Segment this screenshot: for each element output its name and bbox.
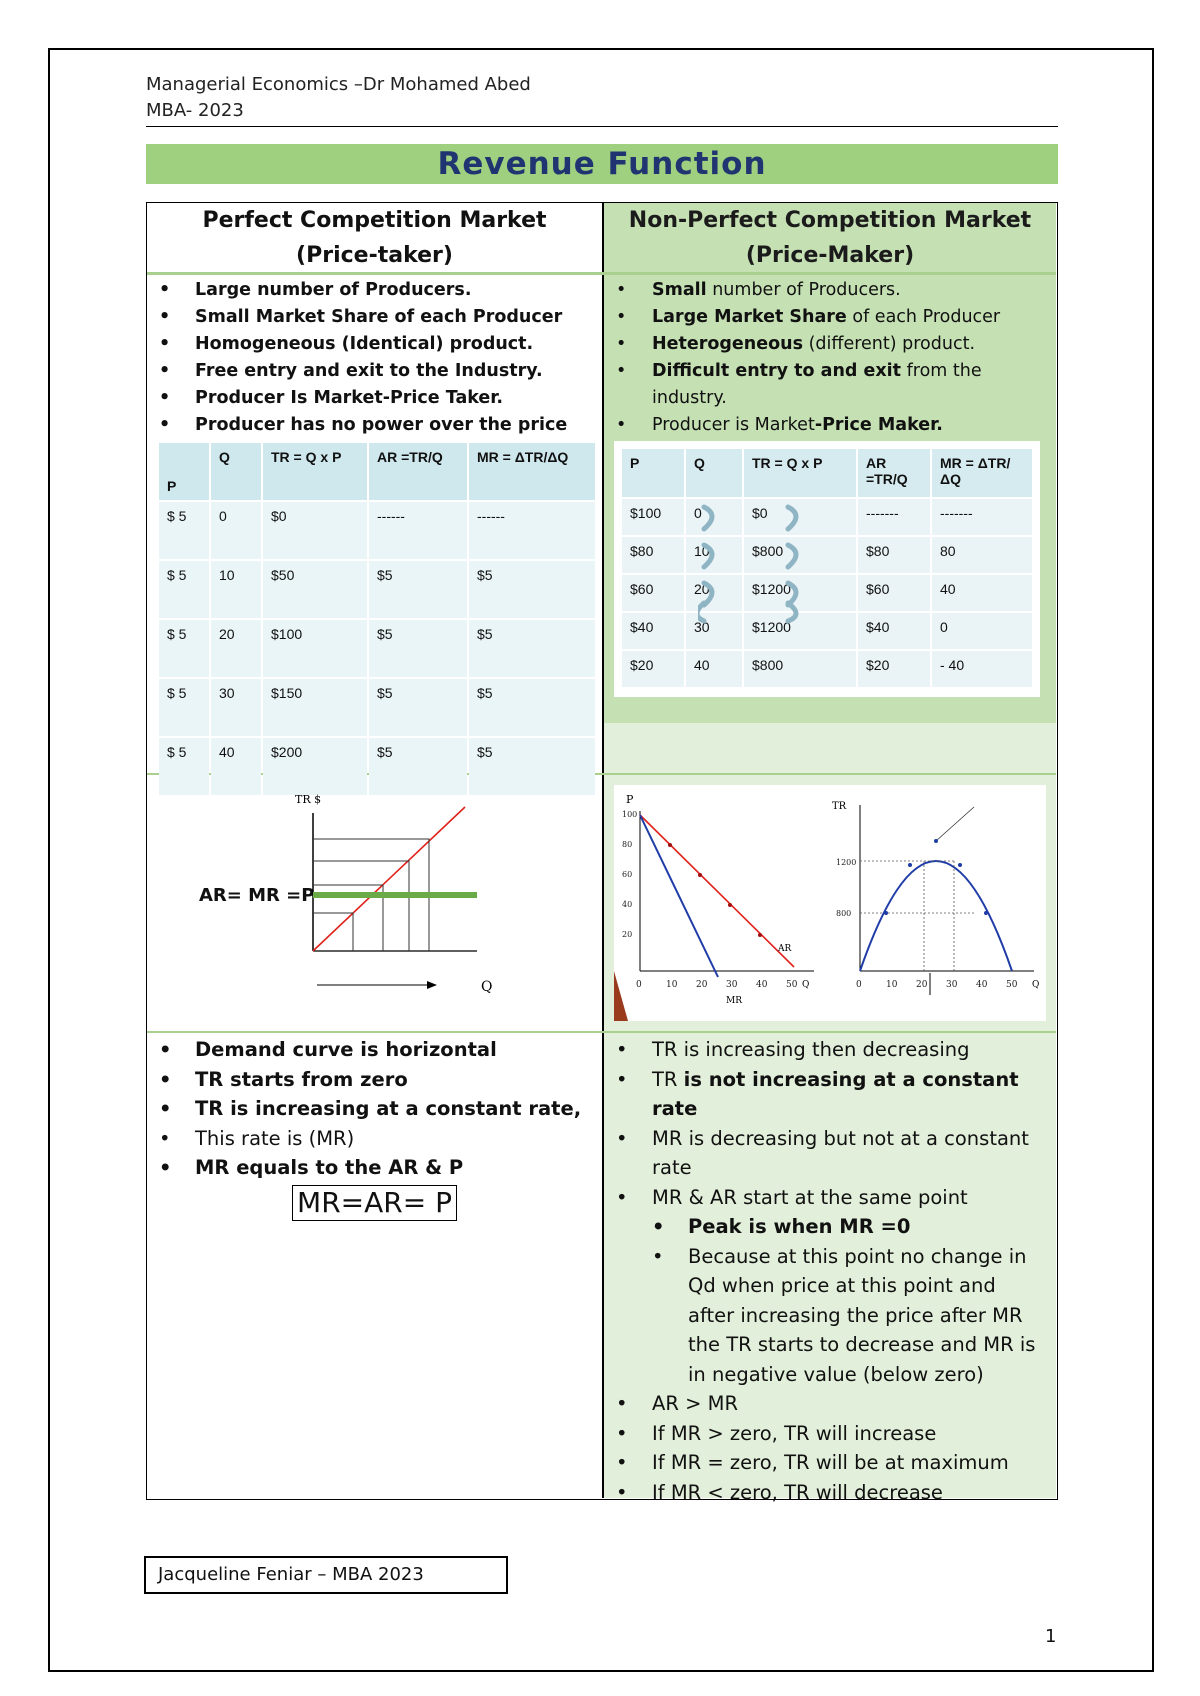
table-cell: $50 [263,561,367,618]
list-item: • Demand curve is horizontal [147,1035,602,1065]
curved-arrow-icon [788,603,796,621]
author-box: Jacqueline Feniar – MBA 2023 [144,1556,508,1594]
tick-label: 40 [976,980,988,990]
right-revenue-charts [614,785,1046,1021]
list-item: • Producer is Market-Price Maker. [604,412,1054,439]
list-item: • Small number of Producers. [604,277,1054,304]
left-heading-line2: (Price-taker) [296,243,453,268]
table-cell: 80 [932,537,1032,573]
left-revenue-table [157,441,597,797]
table-header: TR = Q x P [744,449,856,497]
list-item: • TR is increasing at a constant rate, [147,1094,602,1124]
left-notes [147,1035,602,1221]
table-cell: $60 [858,575,930,611]
tick-label: 20 [916,980,928,990]
table-header: AR =TR/Q [858,449,930,497]
table-cell: 40 [686,651,742,687]
x-axis-label: Q [481,979,493,995]
right-characteristics [604,277,1054,439]
tick-label: 50 [1006,980,1018,990]
table-cell: $80 [622,537,684,573]
left-heading-line1: Perfect Competition Market [202,208,547,233]
table-cell: $5 [369,620,467,677]
list-item: • Large number of Producers. [147,277,602,304]
table-header: P [622,449,684,497]
table-cell: ------ [369,502,467,559]
tr-line [313,807,465,951]
curved-arrow-icon [698,603,704,621]
y-axis-label: TR $ [295,793,322,806]
mr-line [640,815,718,977]
table-header: TR = Q x P [263,443,367,500]
ar-label: AR [778,944,792,954]
table-cell: $800 [744,651,856,687]
table-cell: $5 [469,561,595,618]
comparison-grid [146,202,1058,1504]
corner-shape [614,971,628,1021]
table-cell: $150 [263,679,367,736]
table-cell: $ 5 [159,561,209,618]
table-row [159,679,595,736]
table-cell: $200 [263,738,367,795]
tr-curve [860,861,1012,971]
data-point [934,839,938,843]
list-item: • Producer has no power over the price [147,412,602,439]
pointer-line [936,807,974,841]
list-item: • Because at this point no change in Qd when price at this point and after increasing the price after MR the TR starts to decrease and MR is in negative value (below zero) [604,1242,1036,1390]
table-cell: 20 [686,575,742,611]
table-cell: 30 [211,679,261,736]
table-cell: 0 [932,613,1032,649]
page-number: 1 [1045,1626,1057,1647]
tick-label: 0 [856,980,862,990]
list-item: • Homogeneous (Identical) product. [147,331,602,358]
table-row [159,561,595,618]
list-item: • TR is not increasing at a constant rate [604,1065,1054,1124]
tick-label: 100 [622,810,638,819]
list-item: • Large Market Share of each Producer [604,304,1054,331]
list-item: • Producer Is Market-Price Taker. [147,385,602,412]
arrow-icon [427,981,437,989]
tick-label: 0 [636,980,642,990]
table-cell: 0 [211,502,261,559]
x-axis-label: Q [1032,980,1040,990]
table-cell: $ 5 [159,738,209,795]
table-header: Q [211,443,261,500]
list-item: • TR is increasing then decreasing [604,1035,1054,1065]
table-header: MR = ΔTR/ΔQ [469,443,595,500]
tick-label: 800 [836,909,852,918]
data-point [698,873,702,877]
chart-svg [614,785,1046,1021]
table-row [622,651,1032,687]
list-item: • AR > MR [604,1389,1054,1419]
right-revenue-table [614,441,1040,697]
table-cell: $100 [622,499,684,535]
data-point [758,933,762,937]
left-heading [147,203,602,273]
left-revenue-chart [147,775,602,1031]
table-cell: 0 [686,499,742,535]
table-cell: $5 [369,738,467,795]
table-cell: $800 [744,537,856,573]
x-axis-label: Q [802,980,810,990]
list-item: • Difficult entry to and exit from the industry. [604,358,1054,412]
table-cell: 10 [211,561,261,618]
table-cell: ------ [469,502,595,559]
tick-label: 20 [696,980,708,990]
list-item: • Free entry and exit to the Industry. [147,358,602,385]
curved-arrow-icon [704,545,712,567]
chart-svg [147,775,602,1031]
curved-arrow-icon [788,507,796,529]
p-axis-label: P [626,793,634,806]
right-heading-line1: Non-Perfect Competition Market [628,208,1032,233]
list-item: • MR equals to the AR & P [147,1153,602,1183]
data-point [908,863,912,867]
curved-arrow-icon [704,507,712,529]
list-item: • If MR < zero, TR will decrease [604,1478,1054,1508]
right-heading-line2: (Price-Maker) [745,243,915,268]
data-point [668,843,672,847]
table-cell: 20 [211,620,261,677]
page-title: Revenue Function [146,144,1058,184]
data-point [884,911,888,915]
list-item: • Peak is when MR =0 [604,1212,1036,1242]
header-program: MBA- 2023 [146,100,244,121]
table-cell: $60 [622,575,684,611]
left-characteristics [147,277,602,439]
list-item: • This rate is (MR) [147,1124,602,1154]
table-header: MR = ΔTR/ΔQ [932,449,1032,497]
table-cell: $5 [369,679,467,736]
chart-divider [147,1031,1056,1033]
table-header: Q [686,449,742,497]
table-cell: $ 5 [159,620,209,677]
mr-label: MR [726,996,742,1006]
table-header: AR =TR/Q [369,443,467,500]
tick-label: 40 [622,900,633,909]
table-cell: $20 [858,651,930,687]
data-point [984,911,988,915]
chart-annotation: AR= MR =P [199,885,315,906]
table-row [159,502,595,559]
table-cell: $ 5 [159,502,209,559]
table-cell: $40 [858,613,930,649]
list-item: • If MR > zero, TR will increase [604,1419,1054,1449]
tick-label: 50 [786,980,798,990]
tick-label: 1200 [836,858,857,867]
list-item: • MR is decreasing but not at a constant rate [604,1124,1054,1183]
table-cell: 30 [686,613,742,649]
tick-label: 60 [622,870,633,879]
list-item: • TR starts from zero [147,1065,602,1095]
data-point [958,863,962,867]
table-cell: 40 [211,738,261,795]
table-cell: $40 [622,613,684,649]
curved-arrow-icon [788,545,796,567]
table-cell: $1200 [744,613,856,649]
table-cell: ------- [858,499,930,535]
list-item: • Small Market Share of each Producer [147,304,602,331]
tick-label: 30 [946,980,958,990]
list-item: • If MR = zero, TR will be at maximum [604,1448,1054,1478]
table-cell: $20 [622,651,684,687]
table-cell: $5 [469,738,595,795]
table-cell: $ 5 [159,679,209,736]
table-cell: 10 [686,537,742,573]
table-cell: $100 [263,620,367,677]
data-point [728,903,732,907]
tick-label: 10 [886,980,898,990]
table-cell: 40 [932,575,1032,611]
ar-line [640,815,794,967]
table-cell: - 40 [932,651,1032,687]
table-cell: $0 [263,502,367,559]
table-cell: $80 [858,537,930,573]
change-arrows [698,497,848,647]
tick-label: 80 [622,840,633,849]
tick-label: 30 [726,980,738,990]
table-cell: ------- [932,499,1032,535]
right-heading [604,203,1056,273]
table-cell: $1200 [744,575,856,611]
list-item: • MR & AR start at the same point [604,1183,1054,1213]
tick-label: 20 [622,930,633,939]
tick-label: 40 [756,980,768,990]
header-course: Managerial Economics –Dr Mohamed Abed [146,74,531,95]
table-cell: $0 [744,499,856,535]
table-cell: $5 [369,561,467,618]
header-rule [146,126,1058,127]
formula-box: MR=AR= P [292,1185,457,1221]
table-row [159,620,595,677]
table-cell: $5 [469,679,595,736]
tr-axis-label: TR [832,801,847,812]
tick-label: 10 [666,980,678,990]
right-notes [604,1035,1054,1507]
table-cell: $5 [469,620,595,677]
table-header: P [159,443,209,500]
list-item: • Heterogeneous (different) product. [604,331,1054,358]
